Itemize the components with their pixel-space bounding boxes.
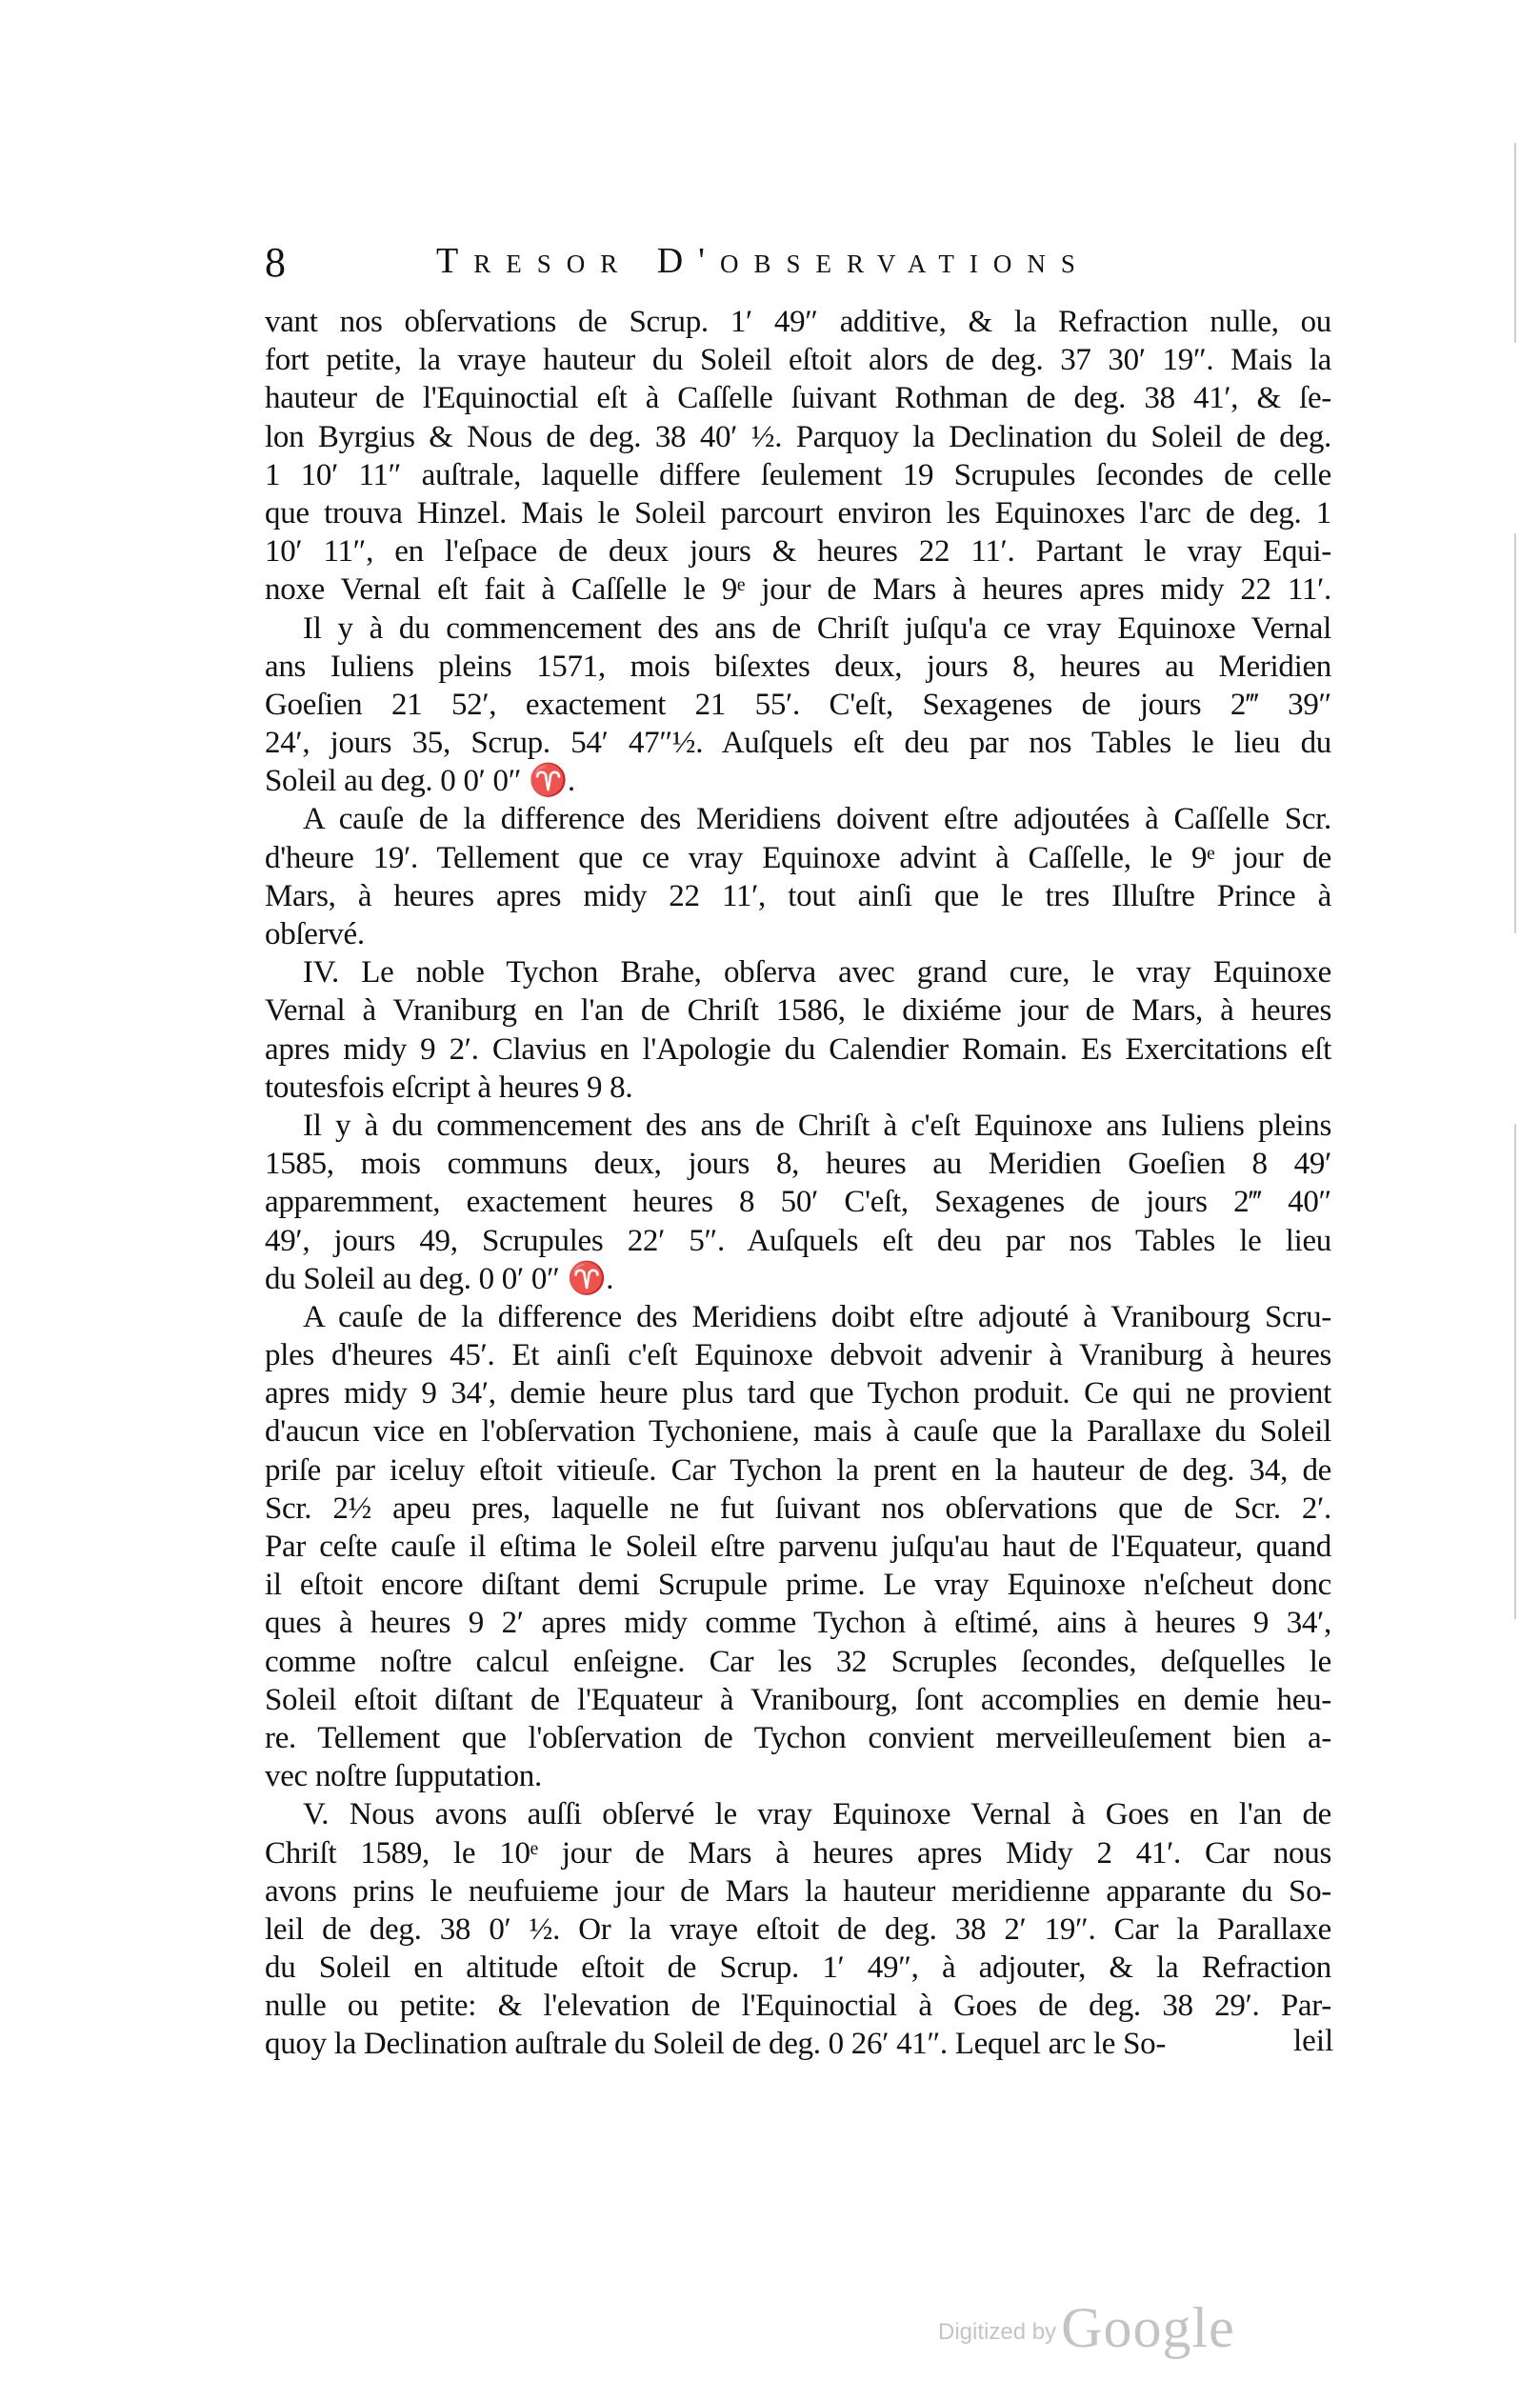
text-line: A cauſe de la difference des Meridiens doibt eſtre adjouté à Vranibourg Scru- — [303, 1299, 1331, 1334]
text-line: du Soleil au deg. 0 0′ 0″ ♈. — [265, 1261, 614, 1296]
digitized-watermark — [938, 2295, 1235, 2361]
text-line: 24′, jours 35, Scrup. 54′ 47″½. Auſquels eſt deu par nos Tables le lieu du — [265, 726, 1331, 761]
page-header — [265, 238, 1331, 295]
text-line: noxe Vernal eſt fait à Caſſelle le 9ᵉ jour de Mars à heures apres midy 22 11′. — [265, 572, 1331, 608]
text-line: Vernal à Vraniburg en l'an de Chriſt 1586, le dixiéme jour de Mars, à heures — [265, 993, 1331, 1029]
text-line: 10′ 11″, en l'eſpace de deux jours & heures 22 11′. Partant le vray Equi- — [265, 534, 1331, 570]
text-line: ques à heures 9 2′ apres midy comme Tychon à eſtimé, ains à heures 9 34′, — [265, 1606, 1331, 1641]
text-line: vant nos obſervations de Scrup. 1′ 49″ additive, & la Refraction nulle, ou — [265, 305, 1331, 339]
text-line: fort petite, la vraye hauteur du Soleil eſtoit alors de deg. 37 30′ 19″. Mais la — [265, 343, 1331, 378]
text-line: ples d'heures 45′. Et ainſi c'eſt Equinoxe debvoit advenir à Vraniburg à heures — [265, 1338, 1331, 1373]
watermark-prefix: Digitized by — [938, 2319, 1057, 2345]
text-line: Soleil eſtoit diſtant de l'Equateur à Vranibourg, ſont accomplies en demie heu- — [265, 1682, 1331, 1717]
text-line: il eſtoit encore diſtant demi Scrupule prime. Le vray Equinoxe n'eſcheut donc — [265, 1568, 1331, 1603]
text-line: toutesfois eſcript à heures 9 8. — [265, 1070, 633, 1105]
text-line: leil de deg. 38 0′ ½. Or la vraye eſtoit de deg. 38 2′ 19″. Car la Parallaxe — [265, 1911, 1331, 1947]
text-line: Il y à du commencement des ans de Chriſt à c'eſt Equinoxe ans Iuliens pleins — [303, 1108, 1331, 1143]
text-line: 1 10′ 11″ auſtrale, laquelle differe ſeulement 19 Scrupules ſecondes de celle — [265, 457, 1331, 492]
text-line: apres midy 9 34′, demie heure plus tard que Tychon produit. Ce qui ne provient — [265, 1376, 1331, 1411]
body-text — [265, 303, 1334, 2064]
text-line: d'aucun vice en l'obſervation Tychoniene, mais à cauſe que la Parallaxe du Soleil — [265, 1414, 1331, 1450]
catchword: leil — [1293, 2024, 1334, 2058]
text-line: du Soleil en altitude eſtoit de Scrup. 1′ 49″, à adjouter, & la Refraction — [265, 1951, 1331, 1986]
text-line: V. Nous avons auſſi obſervé le vray Equinoxe Vernal à Goes en l'an de — [303, 1797, 1331, 1832]
text-line: Par ceſte cauſe il eſtima le Soleil eſtre parvenu juſqu'au haut de l'Equateur, quand — [265, 1530, 1331, 1564]
text-line: Il y à du commencement des ans de Chriſt juſqu'a ce vray Equinoxe Vernal — [303, 610, 1331, 646]
running-title: Tresor D'observations — [436, 241, 1090, 281]
text-line: Scr. 2½ apeu pres, laquelle ne fut ſuivant nos obſervations que de Scr. 2′. — [265, 1491, 1331, 1526]
text-line: lon Byrgius & Nous de deg. 38 40′ ½. Parquoy la Declination du Soleil de deg. — [265, 419, 1331, 454]
text-line: vec noſtre ſupputation. — [265, 1759, 542, 1794]
text-line: nulle ou petite: & l'elevation de l'Equinoctial à Goes de deg. 38 29′. Par- — [265, 1989, 1331, 2024]
text-line: obſervé. — [265, 917, 365, 951]
text-line: apparemment, exactement heures 8 50′ C'eſt, Sexagenes de jours 2‴ 40″ — [265, 1185, 1331, 1220]
text-line: avons prins le neufuieme jour de Mars la hauteur meridienne apparante du So- — [265, 1873, 1331, 1909]
text-line: Goeſien 21 52′, exactement 21 55′. C'eſt, Sexagenes de jours 2‴ 39″ — [265, 687, 1331, 722]
text-line: ans Iuliens pleins 1571, mois biſextes deux, jours 8, heures au Meridien — [265, 649, 1331, 684]
text-line: re. Tellement que l'obſervation de Tychon convient merveilleuſement bien a- — [265, 1720, 1331, 1755]
text-line: apres midy 9 2′. Clavius en l'Apologie du Calendier Romain. Es Exercitations eſt — [265, 1031, 1331, 1067]
text-line: d'heure 19′. Tellement que ce vray Equinoxe advint à Caſſelle, le 9ᵉ jour de — [265, 840, 1331, 875]
scan-edge-mark — [1514, 1124, 1516, 1619]
watermark-logo: Google — [1061, 2296, 1235, 2359]
text-line: quoy la Declination auſtrale du Soleil de deg. 0 26′ 41″. Lequel arc le So- — [265, 2027, 1167, 2062]
text-line: Chriſt 1589, le 10ᵉ jour de Mars à heures apres Midy 2 41′. Car nous — [265, 1835, 1331, 1871]
scan-edge-mark — [1514, 143, 1516, 343]
text-line: 49′, jours 49, Scrupules 22′ 5″. Auſquels eſt deu par nos Tables le lieu — [265, 1223, 1331, 1258]
text-line: Mars, à heures apres midy 22 11′, tout ainſi que le tres Illuſtre Prince à — [265, 878, 1331, 913]
text-line: Soleil au deg. 0 0′ 0″ ♈. — [265, 764, 575, 799]
page-number: 8 — [265, 239, 286, 286]
text-line: A cauſe de la difference des Meridiens doivent eſtre adjoutées à Caſſelle Scr. — [303, 802, 1331, 837]
text-line: hauteur de l'Equinoctial eſt à Caſſelle ſuivant Rothman de deg. 38 41′, & ſe- — [265, 381, 1331, 416]
text-line: que trouva Hinzel. Mais le Soleil parcourt environ les Equinoxes l'arc de deg. 1 — [265, 495, 1331, 530]
text-line: priſe par iceluy eſtoit vitieuſe. Car Tychon la prent en la hauteur de deg. 34, de — [265, 1452, 1331, 1488]
text-line: IV. Le noble Tychon Brahe, obſerva avec grand cure, le vray Equinoxe — [303, 955, 1331, 990]
text-line: comme noſtre calcul enſeigne. Car les 32 Scruples ſecondes, deſquelles le — [265, 1644, 1331, 1679]
scan-edge-mark — [1514, 533, 1516, 933]
text-line: 1585, mois communs deux, jours 8, heures au Meridien Goeſien 8 49′ — [265, 1147, 1331, 1182]
